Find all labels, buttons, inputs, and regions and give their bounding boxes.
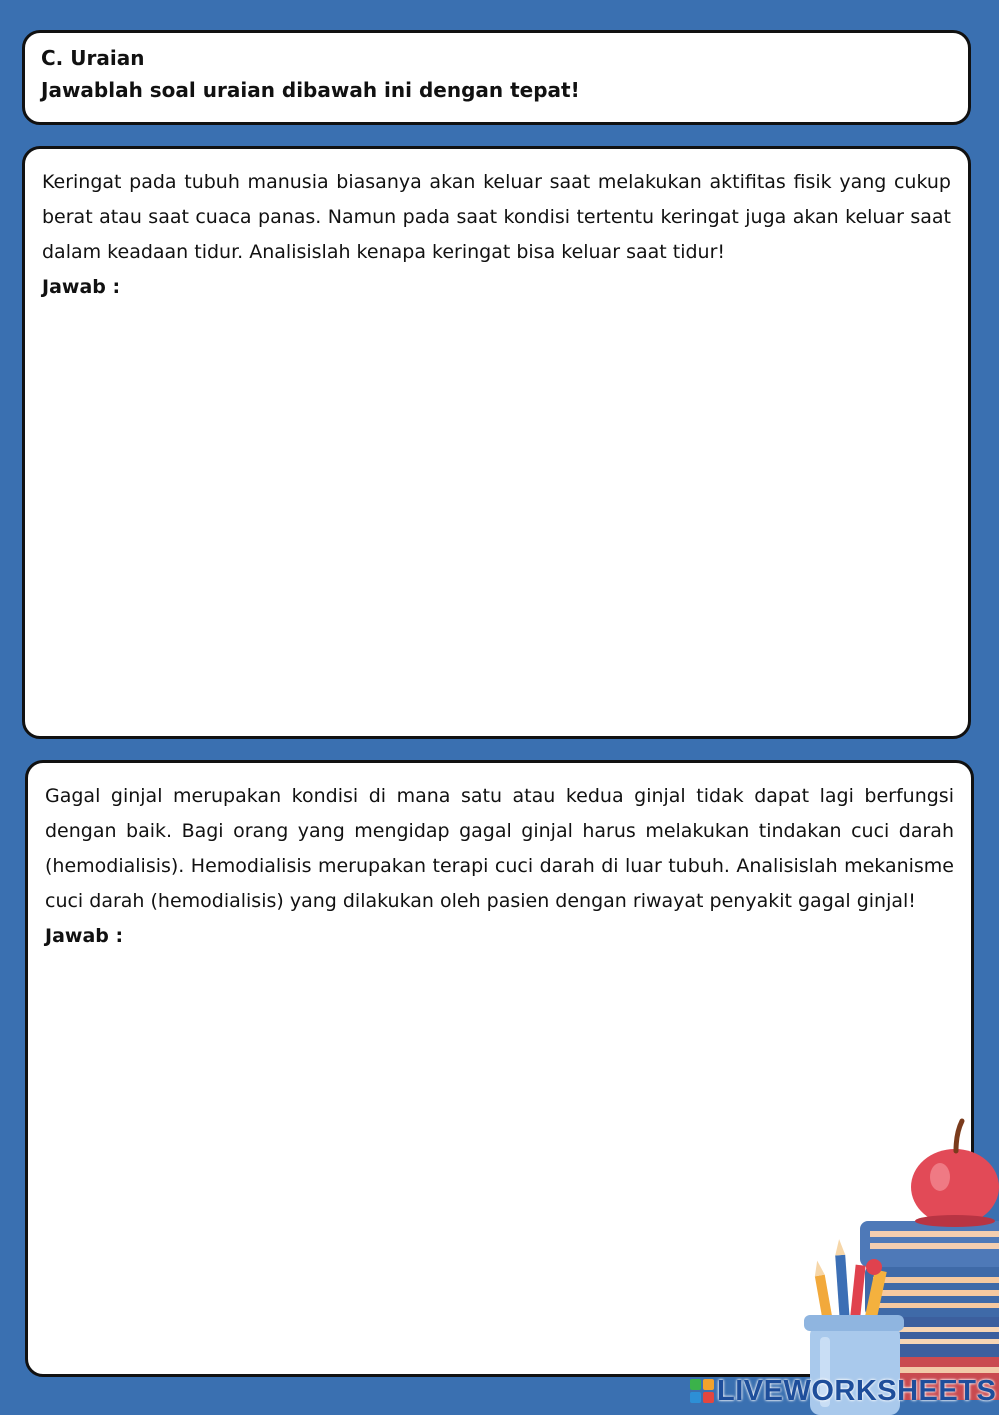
school-supplies-illustration: [790, 1115, 999, 1415]
question-1-text: Keringat pada tubuh manusia biasanya akan keluar saat melakukan aktifitas fisik yang cukup berat atau saat cuaca panas. Namun pada saat kondisi tertentu keringat juga akan keluar saat dalam keadaan tidur. Analisislah kenapa keringat bisa keluar saat tidur!: [42, 171, 951, 263]
apple-icon: [911, 1121, 999, 1227]
watermark: [690, 1374, 996, 1408]
question-card-1: [22, 146, 971, 739]
header-card: [22, 30, 971, 125]
answer-2-label: Jawab :: [45, 925, 124, 947]
question-2-text: Gagal ginjal merupakan kondisi di mana satu atau kedua ginjal tidak dapat lagi berfungsi dengan baik. Bagi orang yang mengidap gagal ginjal harus melakukan tindakan cuci darah (hemodialisis). Hemodialisis merupakan terapi cuci darah di luar tubuh. Analisislah mekanisme cuci darah (hemodialisis) yang dilakukan oleh pasien dengan riwayat penyakit gagal ginjal!: [45, 785, 954, 912]
section-title: C. Uraian: [41, 46, 145, 70]
answer-1-label: Jawab :: [42, 276, 121, 298]
liveworksheets-logo-icon: [690, 1379, 714, 1403]
watermark-text: LIVEWORKSHEETS: [717, 1374, 997, 1407]
answer-1-input[interactable]: [42, 305, 951, 715]
instruction-text: Jawablah soal uraian dibawah ini dengan tepat!: [41, 78, 580, 102]
